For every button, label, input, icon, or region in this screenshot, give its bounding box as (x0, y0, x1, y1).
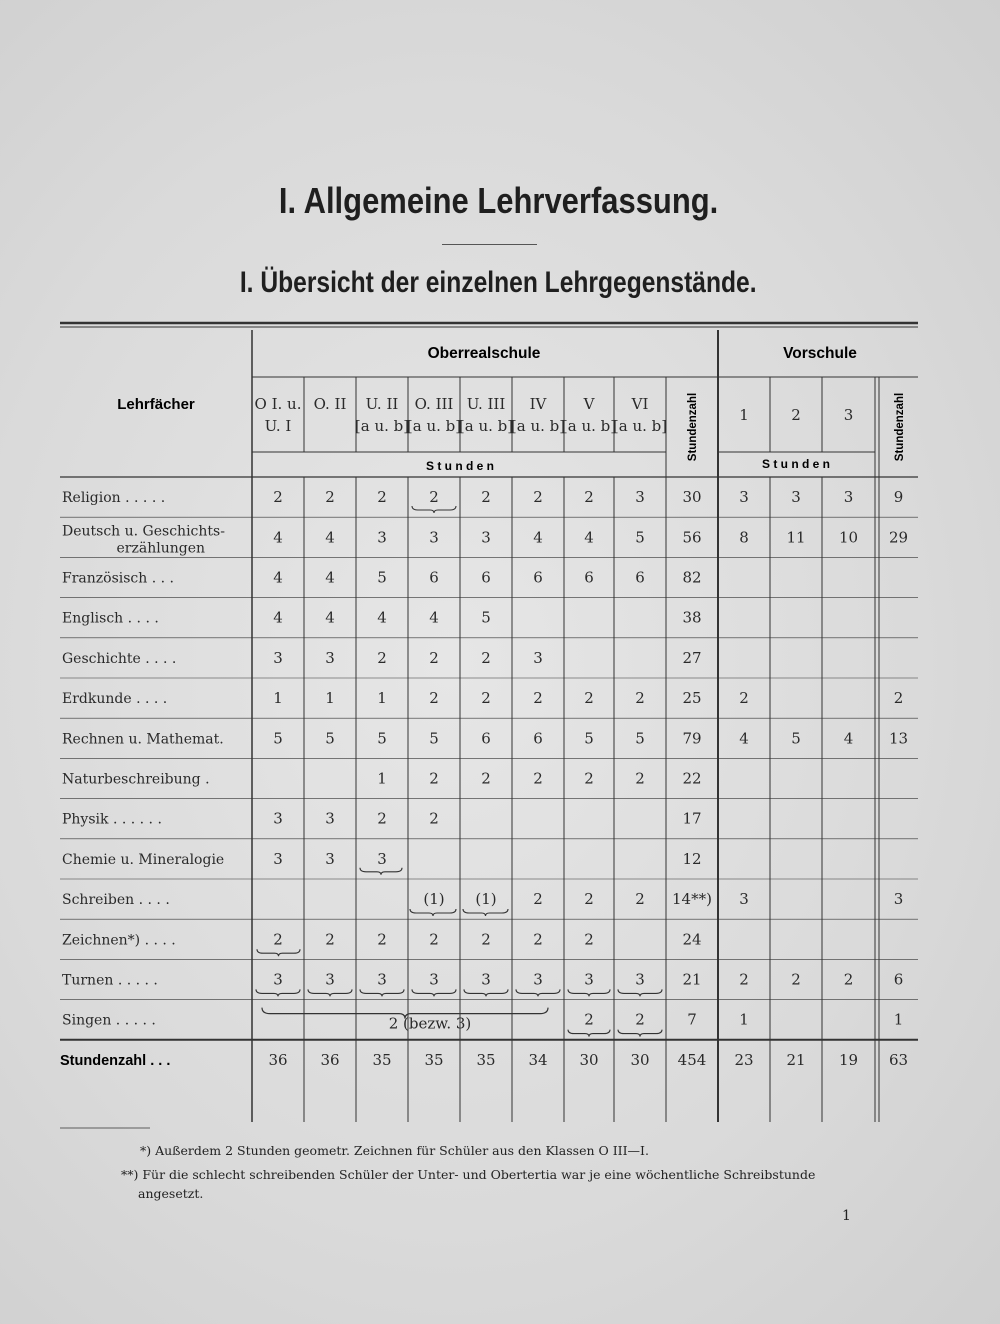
underbrace (412, 989, 456, 996)
row-value: 3 (325, 970, 335, 989)
column-header-class-sub: U. I (264, 417, 292, 435)
page-title: I. Allgemeine Lehrverfassung. (278, 180, 719, 221)
row-value: 3 (533, 970, 543, 989)
row-value-vorschule: 2 (739, 689, 749, 708)
row-total-vorschule: 2 (893, 689, 904, 708)
underbrace (463, 909, 508, 916)
column-header-class: IV (529, 395, 547, 413)
row-value: 2 (429, 689, 439, 708)
stundenzahl-header-oberrealschule: Stundenzahl (687, 392, 699, 462)
row-value: 2 (533, 689, 543, 708)
row-value: 2 (635, 1010, 645, 1029)
column-header-class: U. II (365, 395, 399, 413)
row-value: 3 (584, 970, 594, 989)
total-value: 36 (268, 1050, 288, 1069)
section-subtitle: I. Übersicht der einzelnen Lehrgegenstände. (239, 266, 757, 299)
underbrace (412, 506, 456, 513)
row-value: 3 (533, 648, 543, 667)
row-total-vorschule: 9 (893, 488, 904, 507)
row-value: 3 (377, 849, 387, 868)
row-value: 3 (377, 970, 387, 989)
total-value-vorschule: 21 (786, 1050, 806, 1069)
row-total-oberrealschule: 30 (682, 488, 702, 507)
row-total-vorschule: 3 (893, 890, 904, 909)
row-value: 5 (429, 729, 439, 748)
row-value: 2 (584, 488, 594, 507)
row-value: 2 (481, 689, 491, 708)
row-value: 2 (429, 769, 439, 788)
row-subject: Schreiben . . . . (62, 892, 170, 909)
row-value-vorschule: 2 (739, 970, 749, 989)
row-subject: Zeichnen*) . . . . (62, 932, 176, 949)
row-value-vorschule: 1 (739, 1010, 749, 1029)
total-value-vorschule: 19 (838, 1050, 859, 1069)
row-subject: Naturbeschreibung . (62, 771, 210, 788)
row-total-oberrealschule: 82 (682, 568, 702, 587)
row-value: 2 (429, 930, 439, 949)
row-total-oberrealschule: 38 (682, 608, 702, 627)
total-value: 35 (476, 1050, 496, 1069)
row-value: 5 (635, 729, 645, 748)
row-value: 2 (481, 769, 491, 788)
row-value: 2 (429, 488, 439, 507)
row-subject: Deutsch u. Geschichts- (62, 523, 225, 540)
row-value: 5 (325, 729, 335, 748)
row-subject: Rechnen u. Mathemat. (62, 731, 224, 748)
row-value: 2 (533, 488, 543, 507)
row-value: 2 (377, 930, 387, 949)
span-text: 2 (bezw. 3) (388, 1014, 472, 1033)
row-value: 1 (377, 769, 387, 788)
row-value: 2 (377, 809, 387, 828)
row-total-vorschule: 1 (893, 1010, 904, 1029)
row-value: 2 (325, 488, 335, 507)
underbrace (516, 989, 560, 996)
grand-total-oberrealschule: 454 (677, 1050, 707, 1069)
row-value: 3 (325, 809, 335, 828)
row-total-oberrealschule: 27 (682, 648, 702, 667)
row-value: 2 (533, 930, 543, 949)
total-value: 36 (320, 1050, 340, 1069)
row-total-vorschule: 29 (888, 528, 909, 547)
row-value-vorschule: 3 (843, 488, 854, 507)
page-number: 1 (842, 1208, 851, 1224)
row-value-vorschule: 4 (739, 729, 749, 748)
row-value: 5 (584, 729, 594, 748)
row-value: 4 (273, 608, 283, 627)
underbrace (464, 989, 508, 996)
group-vorschule: Vorschule (783, 345, 857, 362)
row-value: 6 (481, 568, 491, 587)
row-total-oberrealschule: 25 (682, 689, 702, 708)
column-header-class: O. II (313, 395, 347, 413)
row-value: 2 (481, 930, 491, 949)
footnote-2-continued: angesetzt. (138, 1186, 204, 1201)
row-subject: Französisch . . . (62, 570, 174, 587)
row-value: 3 (377, 528, 387, 547)
row-value: 1 (325, 689, 335, 708)
total-value: 34 (528, 1050, 548, 1069)
column-header-vorschule-class: 1 (739, 406, 749, 424)
row-subject: Erdkunde . . . . (62, 691, 168, 708)
row-value-vorschule: 2 (791, 970, 801, 989)
row-total-oberrealschule: 14**) (672, 890, 712, 909)
row-value: 4 (273, 568, 283, 587)
corner-label: Lehrfächer (117, 396, 195, 413)
column-header-class-sub: [a u. b] (510, 417, 566, 435)
row-value: 5 (377, 729, 387, 748)
column-header-class-sub: [a u. b] (354, 417, 410, 435)
row-value: 1 (273, 689, 283, 708)
row-value: (1) (423, 890, 445, 909)
row-value: 2 (584, 1010, 594, 1029)
footnote-1: *) Außerdem 2 Stunden geometr. Zeichnen für Schüler aus den Klassen O III—I. (140, 1143, 649, 1158)
row-total-oberrealschule: 21 (682, 970, 702, 989)
underbrace (568, 989, 610, 996)
row-value: 2 (584, 890, 594, 909)
row-value: 3 (481, 528, 491, 547)
row-total-oberrealschule: 12 (682, 849, 702, 868)
row-value-vorschule: 5 (791, 729, 801, 748)
row-value: 3 (429, 970, 439, 989)
row-value: 3 (273, 809, 283, 828)
row-total-oberrealschule: 79 (682, 729, 702, 748)
row-value: 3 (481, 970, 491, 989)
column-header-class: U. III (466, 395, 506, 413)
total-value: 30 (630, 1050, 650, 1069)
row-value: 4 (533, 528, 543, 547)
row-value-vorschule: 3 (791, 488, 801, 507)
row-value: 2 (635, 890, 645, 909)
column-header-class-sub: [a u. b] (406, 417, 462, 435)
column-header-vorschule-class: 2 (791, 406, 801, 424)
row-subject: Religion . . . . . (62, 490, 166, 507)
row-value: 2 (635, 689, 645, 708)
row-value-vorschule: 8 (739, 528, 749, 547)
row-value: 5 (377, 568, 387, 587)
group-oberrealschule: Oberrealschule (427, 345, 541, 362)
row-value: 2 (481, 488, 491, 507)
stunden-label-vorschule: S t u n d e n (762, 457, 830, 471)
row-subject: Singen . . . . . (62, 1012, 156, 1029)
row-value: 6 (635, 568, 645, 587)
row-value: 5 (273, 729, 283, 748)
row-value: 3 (273, 648, 283, 667)
footnote-2: **) Für die schlecht schreibenden Schüler der Unter- und Obertertia war je eine wöchentliche Schreibstunde (121, 1167, 816, 1182)
row-total-oberrealschule: 17 (682, 809, 702, 828)
row-value: 3 (429, 528, 439, 547)
underbrace (308, 989, 352, 996)
row-value-vorschule: 3 (739, 488, 749, 507)
row-subject: Geschichte . . . . (62, 650, 177, 667)
row-value: (1) (475, 890, 497, 909)
row-value: 2 (429, 648, 439, 667)
row-value-vorschule: 10 (838, 528, 859, 547)
row-value: 2 (481, 648, 491, 667)
stundenzahl-header-vorschule: Stundenzahl (894, 392, 906, 462)
underbrace (618, 989, 662, 996)
row-value: 2 (533, 890, 543, 909)
stunden-label-oberrealschule: S t u n d e n (426, 459, 494, 473)
row-value: 4 (325, 608, 335, 627)
grand-total-vorschule: 63 (888, 1050, 909, 1069)
row-value: 4 (325, 568, 335, 587)
row-value: 4 (584, 528, 594, 547)
row-value-vorschule: 11 (786, 528, 806, 547)
underbrace (618, 1030, 662, 1037)
row-subject: Turnen . . . . . (62, 972, 158, 989)
row-value: 6 (533, 729, 543, 748)
row-total-oberrealschule: 7 (687, 1010, 697, 1029)
row-value: 6 (584, 568, 594, 587)
row-total-oberrealschule: 22 (682, 769, 702, 788)
underbrace (410, 909, 456, 916)
column-header-vorschule-class: 3 (843, 406, 854, 424)
total-value: 35 (424, 1050, 444, 1069)
row-value: 5 (635, 528, 645, 547)
row-value: 3 (273, 849, 283, 868)
column-header-class: O I. u. (254, 395, 302, 413)
column-header-class-sub: [a u. b] (561, 417, 617, 435)
row-value: 2 (533, 769, 543, 788)
row-value: 2 (325, 930, 335, 949)
row-value: 4 (429, 608, 439, 627)
row-value: 2 (584, 769, 594, 788)
row-total-vorschule: 6 (893, 970, 904, 989)
row-value: 2 (273, 930, 283, 949)
row-value-vorschule: 2 (843, 970, 854, 989)
total-value: 35 (372, 1050, 392, 1069)
row-value: 2 (584, 689, 594, 708)
column-header-class: O. III (414, 395, 454, 413)
row-value: 3 (273, 970, 283, 989)
column-header-class: V (583, 395, 595, 413)
row-value: 1 (377, 689, 387, 708)
row-total-oberrealschule: 56 (682, 528, 702, 547)
row-value-vorschule: 3 (739, 890, 749, 909)
row-value: 6 (481, 729, 491, 748)
row-total-vorschule: 13 (888, 729, 909, 748)
row-value: 4 (325, 528, 335, 547)
row-value: 3 (635, 970, 645, 989)
row-value: 3 (635, 488, 645, 507)
row-value: 2 (377, 488, 387, 507)
total-row-subject: Stundenzahl . . . (60, 1052, 171, 1069)
row-value: 3 (325, 648, 335, 667)
row-value: 2 (429, 809, 439, 828)
column-header-class-sub: [a u. b] (612, 417, 668, 435)
row-value: 2 (273, 488, 283, 507)
total-value-vorschule: 23 (734, 1050, 754, 1069)
row-value: 4 (273, 528, 283, 547)
row-subject-continued: erzählungen (116, 540, 205, 557)
row-value: 6 (533, 568, 543, 587)
row-value: 4 (377, 608, 387, 627)
row-value: 2 (377, 648, 387, 667)
total-value: 30 (579, 1050, 599, 1069)
row-subject: Chemie u. Mineralogie (62, 851, 225, 868)
underbrace (256, 989, 300, 996)
row-subject: Englisch . . . . (62, 610, 159, 627)
row-value-vorschule: 4 (843, 729, 854, 748)
underbrace (360, 989, 404, 996)
row-value: 2 (584, 930, 594, 949)
column-header-class-sub: [a u. b] (458, 417, 514, 435)
column-header-class: VI (631, 395, 649, 413)
row-value: 3 (325, 849, 335, 868)
row-total-oberrealschule: 24 (682, 930, 702, 949)
row-subject: Physik . . . . . . (62, 811, 162, 828)
underbrace (568, 1030, 610, 1037)
row-value: 6 (429, 568, 439, 587)
row-value: 5 (481, 608, 491, 627)
row-value: 2 (635, 769, 645, 788)
underbrace (360, 868, 402, 875)
underbrace (257, 949, 300, 956)
